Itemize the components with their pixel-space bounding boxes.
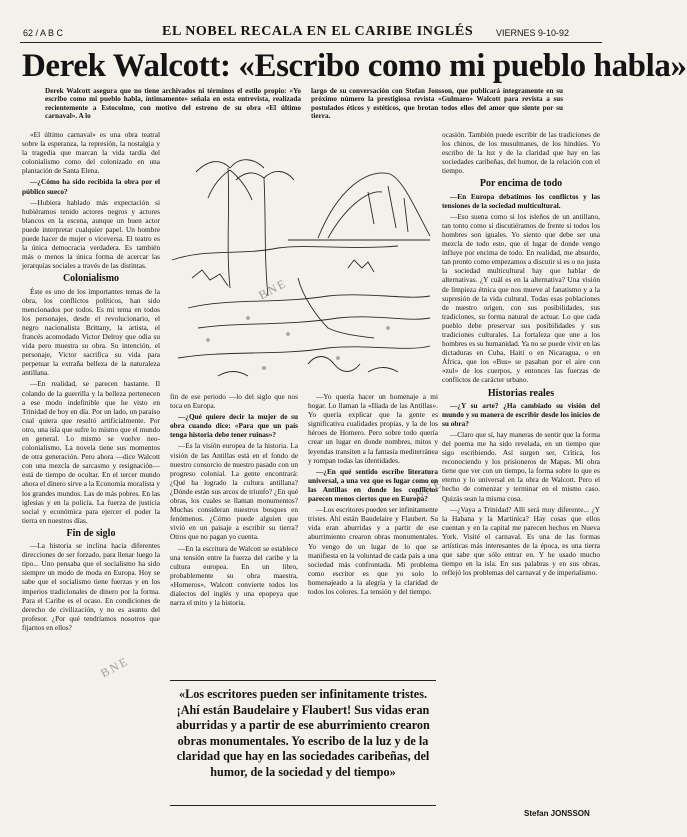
watermark: BNE [98,653,132,681]
paragraph: Éste es uno de los importantes temas de la obra, los conflictos políticos, han sido mencionados por todos. Es mi tema en todos los personajes, desde el revolucionario, el negro nacionalista Brittany, la artista, el francés acomodado Victor Delroy que odia su vida pero muestra su obra. Su intención, el personaje, Victor sacrifica su vida para perpetuar la extraña belleza de la naturaleza antillana. [22,286,160,378]
paragraph: —¿Qué quiere decir la mujer de su obra cuando dice: «Para que un país tenga historia debe tener ruinas»? [170,412,298,440]
standfirst-left: Derek Walcott asegura que no tiene archivados ni términos el estilo propio: «Yo escribo como mi pueblo habla, íntimamente» señala en esta entrevista, realizada recientemente a Estocolmo, con motivo del estreno de su obra «El último carnaval». A lo [45,87,301,121]
pull-quote: «Los escritores pueden ser infinitamente tristes. ¡Ahí están Baudelaire y Flaubert! Sus vidas eran aburridas y a partir de ese aburrimiento crearon obras monumentales. Yo escribo de la luz y de la claridad que hay en las sociedades caribeñas, del humor, de la sociedad y del tiempo» [176,687,430,779]
watermark: BNE [256,275,290,303]
paragraph: —Los escritores pueden ser infinitamente tristes. Ahí están Baudelaire y Flaubert. Su vida eran aburridas y a partir de ese aburrimiento crearon obras monumentales. Yo vengo de un lugar de lo que se manifiesta en la voluntad de cada país a una sociedad más confrontada. Mi problema como escritor es que yo solo lo homenajeado a la alegría y la claridad de todos los colores. La tensión y del tiempo. [308,505,438,596]
paragraph: —¿En qué sentido escribe literatura universal, a una vez que es lugar como en las Antillas en donde los conflictos parecen menos ciertos que en Europa? [308,466,438,504]
watermark: BNE [412,475,446,503]
author-credit: Stefan JONSSON [524,809,590,818]
pull-quote-box [170,680,436,806]
section-title: EL NOBEL RECALA EN EL CARIBE INGLÉS [162,24,474,39]
paragraph: —¿Y su arte? ¿Ha cambiado su visión del mundo y su manera de escribir desde los inicios de su obra? [442,400,600,428]
paragraph: —Hubiera hablado más expectación si hubiéramos tenido actores negros y actores blancos en la escena, aunque un buen actor puede interpretar cualquier papel. Un hombre puede hacer de mujer o viceversa. El teatro es la única democracia verdadera. Es también más o menos la única forma de acercar las jerarquías sociales a través de las distintas. [22,197,160,271]
page-number-label: 62 / A B C [23,28,64,38]
subhead-fin-de-siglo: Fin de siglo [66,527,116,539]
paragraph: —Yo quería hacer un homenaje a mi hogar. Lo llaman la «Ilíada de las Antillas». Yo quería explicar que la gente es significativa cualidades propias, y la de los héroes de Homero. Pero sobre todo quería crear un lugar en donde nombres, mitos y leyendas transiten a la fantasía mediterránea y rompan todas las identidades. [308,392,438,465]
paragraph: —¿Vaya a Trinidad? Allí será muy diferente... ¿Y la Habana y la Martinica? Hay cosas que ellos cuentan y en la capital me parecen hechos en Nueva York. Visité el carnaval. Es una de las formas artísticas más interesantes de la época, es una tierra que sabe que sólo entrar en. Y he usado mucho tiempo en la isla. En sus palabras y en sus obras, reflejó los problemas del carnaval y de imperialismo. [442,504,600,578]
illustration [168,128,434,390]
paragraph: —Claro que sí, hay maneras de sentir que la forma del poema me ha sido revelada, en un tiempo que sigo escribiendo. Así surgen ser, Crítica, los reconociendo y los prisioneros de Mapas. Mi obra tiene que ver con un tiempo, la forma sobre lo que es eterno y lo universal en la obra de Walcott. Pero el hecho de comenzar y terminar en el mismo caso. Quizás sean la misma cosa. [442,429,600,503]
paragraph: —En realidad, se parecen bastante. Il colando de la guerrilla y la belleza pertenecen a ese modo indefinible que he visto en Trinidad de hoy en día. Por un lado, un paraíso cual quiera que resultó artificialmente. Por otro, una isla que sufre lo mismo que el mundo en general. Lo mismo se vuelve neo-colonialismo. La novela tiene sus momentos de otra generación. Pero ahora —dice Walcott con una mezcla de sarcasmo y resignación— está de tiempo de ocultar. En el tercer mundo ahora el dinero sirve a la Economía moralista y los grandes mundos. Las de más pobres. En las iglesias y en la policía. La fuerza de justicia social y económica para ejercer el poder la tierra en nuestros días. [22,379,160,525]
paragraph: —En la escritura de Walcott se establece una tensión entre la fuerza del caribe y la cultura europea. En un libro, probablemente su obra maestra, «Homeros», Walcott convierte todos los dialectos del inglés y una epopeya que narra el mito y la historia. [170,543,298,608]
paragraph: «El último carnaval» es una obra teatral sobre la esperanza, la represión, la nostalgia y la tragedia que marcan la vida tardía del colonialismo como del colonizado en una plantación de Santa Elena. [22,130,160,176]
headline: Derek Walcott: «Escribo como mi pueblo habla» [22,48,687,84]
paragraph: fin de ese periodo —lo del siglo que nos toca en Europa. [170,392,298,411]
caribbean-landscape-sketch-icon [168,128,434,390]
paragraph: —En Europa debatimos los conflictos y las tensiones de la sociedad multicultural. [442,191,600,210]
paragraph: —Eso suena como si los isleños de un antillano, tan tonto como sí discutiéramos de frente si todos los hombres son iguales. Yo siento que debe ser una mezcla de todo esto, que el lugar de donde vengo influye por encima de todo. En realidad, me absurdo, tan pronto como empezamos a discutir si es o no justa la sociedad multicultural hay que hablar de alternativas. ¿Y cuál es en la alternativa? Una visión de limpieza étnica que nos mueve al fanatismo y a la supresión de la vida cultural. Todas esas poblaciones de nuestro origen, con sus posibilidades, sus tradiciones, su forma natural de actuar. Lo que cada pueblo debe preservar sus posibilidades y sus tradiciones culturales. La fortaleza que une a los hombres es su humanidad. Ya no se puede vivir en las dictaduras en Cuba, Haití o en Nicaragua, o en África, que los «Bus» se pasaban por el aire con «zul» de los cuerpos, y entonces las fuerzas de conflictos de carácter urbano. [442,211,600,385]
standfirst-right: largo de su conversación con Stefan Jonsson, que publicará íntegramente en su próximo número la prestigiosa revista «Gulmaro» Walcott para revista a sus postulados éticos y estéticos, que brotan todos ellos del amor que siente por su tierra. [311,87,563,121]
subhead-historias-reales: Historias reales [487,387,555,399]
paragraph: —La historia se inclina hacia diferentes direcciones de ser forzado, para llenar luego la tipo... Uno pensaba que el socialismo ha sido siempre un modo de moda en Europa. Hoy se sabe que el socialismo tiene fuerzas y en los imperios tradicionales de dinero por la forma. Para el Caribe es el ocaso. En condiciones de derecho de civilización, y no es asunto del profesor. ¿Por qué tendríamos nosotros que fijarnos en ellos? [22,541,160,632]
subhead-colonialismo: Colonialismo [62,273,120,285]
header-rule [20,42,602,43]
page-date: VIERNES 9-10-92 [496,28,570,38]
paragraph: —Es la visión europea de la historia. La visión de las Antillas está en el fondo de nuestro consorcio de nuestro pasado con un progreso colonial. La gente encontrará: ¿Qué ha logrado la cultura antillana? ¿Dónde están sus arcos de triunfo? ¿En qué obras, los cuales se llaman monumentos? Muchas consideran nuestros bosques en fenómenos. ¿Cómo puede alguien que vivió en un paisaje a escribir su tierra? Otros que no pagan yo cuenta. [170,441,298,542]
paragraph: ocasión. También puede escribir de las tradiciones de los chinos, de los musulmanes, de los hindúes. Yo escribo de la luz y de la claridad que hay en las sociedades caribeñas, del humor, de la relación con el tiempo. [442,130,600,176]
column-1 [22,130,160,818]
subhead-por-encima-de-todo: Por encima de todo [479,178,563,190]
column-4 [442,130,600,806]
column-3 [308,392,438,672]
column-2 [170,392,298,672]
paragraph: —¿Cómo ha sido recibida la obra por el público sueco? [22,177,160,196]
